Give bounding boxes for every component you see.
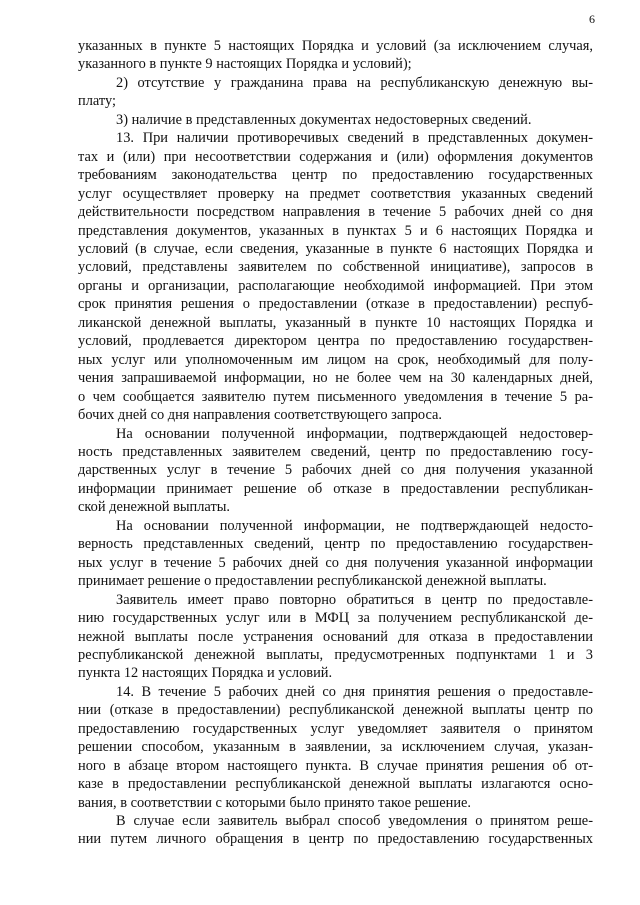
text-line: верность представленных сведений, центр по предоставлению государствен- xyxy=(78,536,593,553)
text-line: предоставлению государственных услуг уведомляет заявителя о принятом xyxy=(78,720,593,737)
text-line: 3) наличие в представленных документах недостоверных сведений. xyxy=(116,111,532,128)
text-line: условий, представлены заявителем по собственной инициативе), запросов в xyxy=(78,259,593,276)
text-line: ных услуг в течение 5 рабочих дней со дня получения указанной информации xyxy=(78,554,593,571)
page-number: 6 xyxy=(589,12,595,26)
text-line: указанных в пункте 5 настоящих Порядка и условий (за исключением случая, xyxy=(78,38,593,54)
text-line: ного в абзаце втором настоящего пункта. В случае принятия решения об от- xyxy=(78,757,593,774)
text-line: действительности посредством направления в течение 5 рабочих дней со дня xyxy=(78,204,593,221)
text-line: Заявитель имеет право повторно обратиться в центр по предоставле- xyxy=(116,591,593,608)
text-line: нию государственных услуг или в МФЦ за получением республиканской де- xyxy=(78,610,593,627)
text-line: решении способом, указанным в заявлении, за исключением случая, указан- xyxy=(78,739,593,756)
text-line: ской денежной выплаты. xyxy=(78,499,230,516)
text-line: республиканской денежной выплаты, предусмотренных подпунктами 1 и 3 xyxy=(78,646,593,663)
text-line: органы и организации, располагающие необходимой информацией. При этом xyxy=(78,277,593,294)
text-line: пункта 12 настоящих Порядка и условий. xyxy=(78,665,333,682)
text-line: ликанской денежной выплаты, указанный в пункте 10 настоящих Порядка и xyxy=(78,314,593,331)
text-line: нии путем личного обращения в центр по предоставлению государственных xyxy=(78,831,593,848)
document-body xyxy=(78,37,593,849)
text-line: представления документов, указанных в пунктах 5 и 6 настоящих Порядка и xyxy=(78,222,593,239)
text-line: указанного в пункте 9 настоящих Порядка и условий); xyxy=(78,56,412,73)
text-line: В случае если заявитель выбрал способ уведомления о принятом реше- xyxy=(116,813,593,830)
text-line: ность представленных заявителем сведений, центр по предоставлению госу- xyxy=(78,443,593,460)
text-line: информации принимает решение об отказе в предоставлении республикан- xyxy=(78,480,593,497)
text-line: 2) отсутствие у гражданина права на республиканскую денежную вы- xyxy=(116,74,593,91)
text-line: услуг осуществляет проверку на предмет соответствия указанных сведений xyxy=(78,185,593,202)
text-line: срок принятия решения о предоставлении (отказе в предоставлении) респуб- xyxy=(78,296,593,313)
text-line: условий, продлевается директором центра по предоставлению государствен- xyxy=(78,333,593,350)
text-line: принимает решение о предоставлении республиканской денежной выплаты. xyxy=(78,573,547,590)
text-line: На основании полученной информации, не подтверждающей недосто- xyxy=(116,517,593,534)
text-line: нии (отказе в предоставлении) республиканской денежной выплаты центр по xyxy=(78,702,593,719)
text-line: бочих дней со дня направления соответствующего запроса. xyxy=(78,407,443,424)
text-line: нежной выплаты после устранения оснований для отказа в предоставлении xyxy=(78,628,593,645)
text-line: дарственных услуг в течение 5 рабочих дней со дня получения указанной xyxy=(78,462,593,479)
text-line: вания, в соответствии с которыми было принято такое решение. xyxy=(78,794,472,811)
text-line: тах и (или) при несоответствии содержания и (или) оформления документов xyxy=(78,148,593,165)
text-line: 14. В течение 5 рабочих дней со дня принятия решения о предоставле- xyxy=(116,683,593,700)
text-line: чения запрашиваемой информации, но не более чем на 30 календарных дней, xyxy=(78,370,593,387)
text-line: На основании полученной информации, подтверждающей недостовер- xyxy=(116,425,593,442)
text-line: о чем сообщается заявителю путем письменного уведомления в течение 5 ра- xyxy=(78,388,593,405)
text-line: казе в предоставлении республиканской денежной выплаты излагаются осно- xyxy=(78,776,593,793)
text-line: требованиям законодательства центр по предоставлению государственных xyxy=(78,167,593,184)
text-line: плату; xyxy=(78,93,116,110)
text-line: 13. При наличии противоречивых сведений в представленных докумен- xyxy=(116,130,593,147)
text-line: условий (в случае, если сведения, указанные в пункте 6 настоящих Порядка и xyxy=(78,240,593,257)
text-line: ных услуг или уполномоченным им лицом на срок, необходимый для полу- xyxy=(78,351,593,368)
